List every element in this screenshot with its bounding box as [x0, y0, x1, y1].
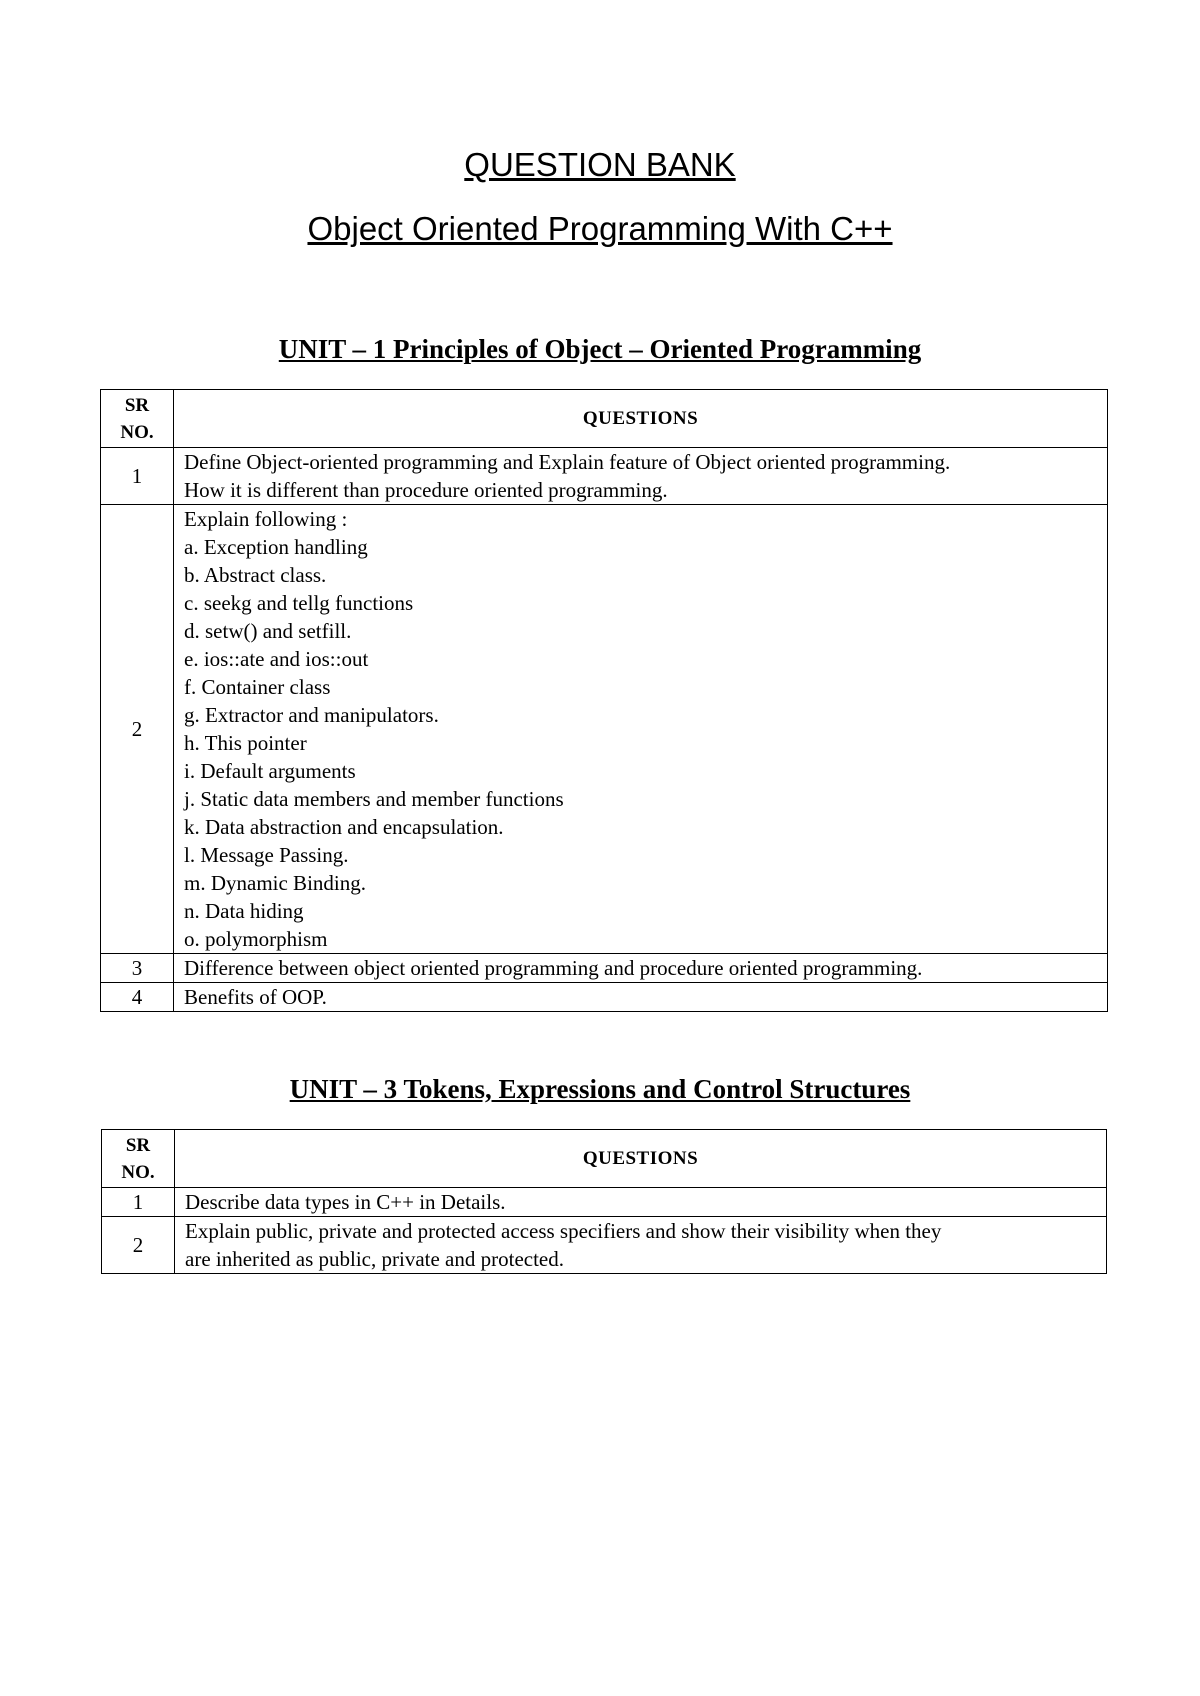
question-row: [102, 1188, 1107, 1217]
unit3-question-table: [101, 1129, 1107, 1274]
question-line: How it is different than procedure oriented programming.: [184, 478, 668, 502]
unit1-rows: [101, 448, 1108, 1012]
question-row: [101, 505, 1108, 954]
sr-header-line1: SR: [124, 394, 150, 416]
question-row: [102, 1217, 1107, 1274]
question-line: m. Dynamic Binding.: [184, 871, 366, 895]
question-row: [101, 983, 1108, 1012]
question-text: [174, 448, 1108, 505]
question-line: d. setw() and setfill.: [184, 619, 352, 643]
question-number: 2: [101, 505, 174, 954]
question-line: l. Message Passing.: [184, 843, 349, 867]
question-line: g. Extractor and manipulators.: [184, 703, 439, 727]
sr-header-line2: NO.: [120, 421, 154, 443]
unit1-heading: UNIT – 1 Principles of Object – Oriented Programming: [278, 334, 922, 364]
question-line: Explain following :: [184, 507, 348, 531]
unit3-rows: [102, 1188, 1107, 1274]
question-line: Difference between object oriented programming and procedure oriented programming.: [184, 956, 923, 980]
sr-header-line2: NO.: [121, 1161, 155, 1183]
question-line: Describe data types in C++ in Details.: [185, 1190, 506, 1214]
question-number: 3: [101, 954, 174, 983]
question-line: b. Abstract class.: [184, 563, 327, 587]
question-text: [175, 1217, 1107, 1274]
question-line: k. Data abstraction and encapsulation.: [184, 815, 504, 839]
question-line: Explain public, private and protected access specifiers and show their visibility when they: [185, 1219, 942, 1243]
question-line: j. Static data members and member functions: [184, 787, 564, 811]
question-line: n. Data hiding: [184, 899, 304, 923]
question-text: [174, 954, 1108, 983]
question-number: 4: [101, 983, 174, 1012]
question-line: Define Object-oriented programming and Explain feature of Object oriented programming.: [184, 450, 951, 474]
unit1-question-table: [100, 389, 1108, 1012]
question-text: [174, 505, 1108, 954]
sr-no-header: [102, 1130, 175, 1188]
table-header-row: [101, 390, 1108, 448]
sr-no-header: [101, 390, 174, 448]
question-line: c. seekg and tellg functions: [184, 591, 414, 615]
unit3-heading: UNIT – 3 Tokens, Expressions and Control Structures: [289, 1074, 911, 1104]
questions-header: QUESTIONS: [174, 390, 1108, 448]
question-number: 1: [102, 1188, 175, 1217]
question-line: Benefits of OOP.: [184, 985, 327, 1009]
document-title: QUESTION BANK: [464, 146, 736, 183]
question-number: 2: [102, 1217, 175, 1274]
question-text: [174, 983, 1108, 1012]
document-subtitle: Object Oriented Programming With C++: [307, 210, 893, 247]
question-line: i. Default arguments: [184, 759, 356, 783]
question-row: [101, 954, 1108, 983]
questions-header: QUESTIONS: [175, 1130, 1107, 1188]
sr-header-line1: SR: [125, 1134, 151, 1156]
question-line: o. polymorphism: [184, 927, 328, 951]
question-line: e. ios::ate and ios::out: [184, 647, 369, 671]
question-row: [101, 448, 1108, 505]
question-text: [175, 1188, 1107, 1217]
question-line: are inherited as public, private and protected.: [185, 1247, 565, 1271]
question-number: 1: [101, 448, 174, 505]
question-line: a. Exception handling: [184, 535, 368, 559]
question-line: f. Container class: [184, 675, 331, 699]
question-line: h. This pointer: [184, 731, 307, 755]
table-header-row: [102, 1130, 1107, 1188]
